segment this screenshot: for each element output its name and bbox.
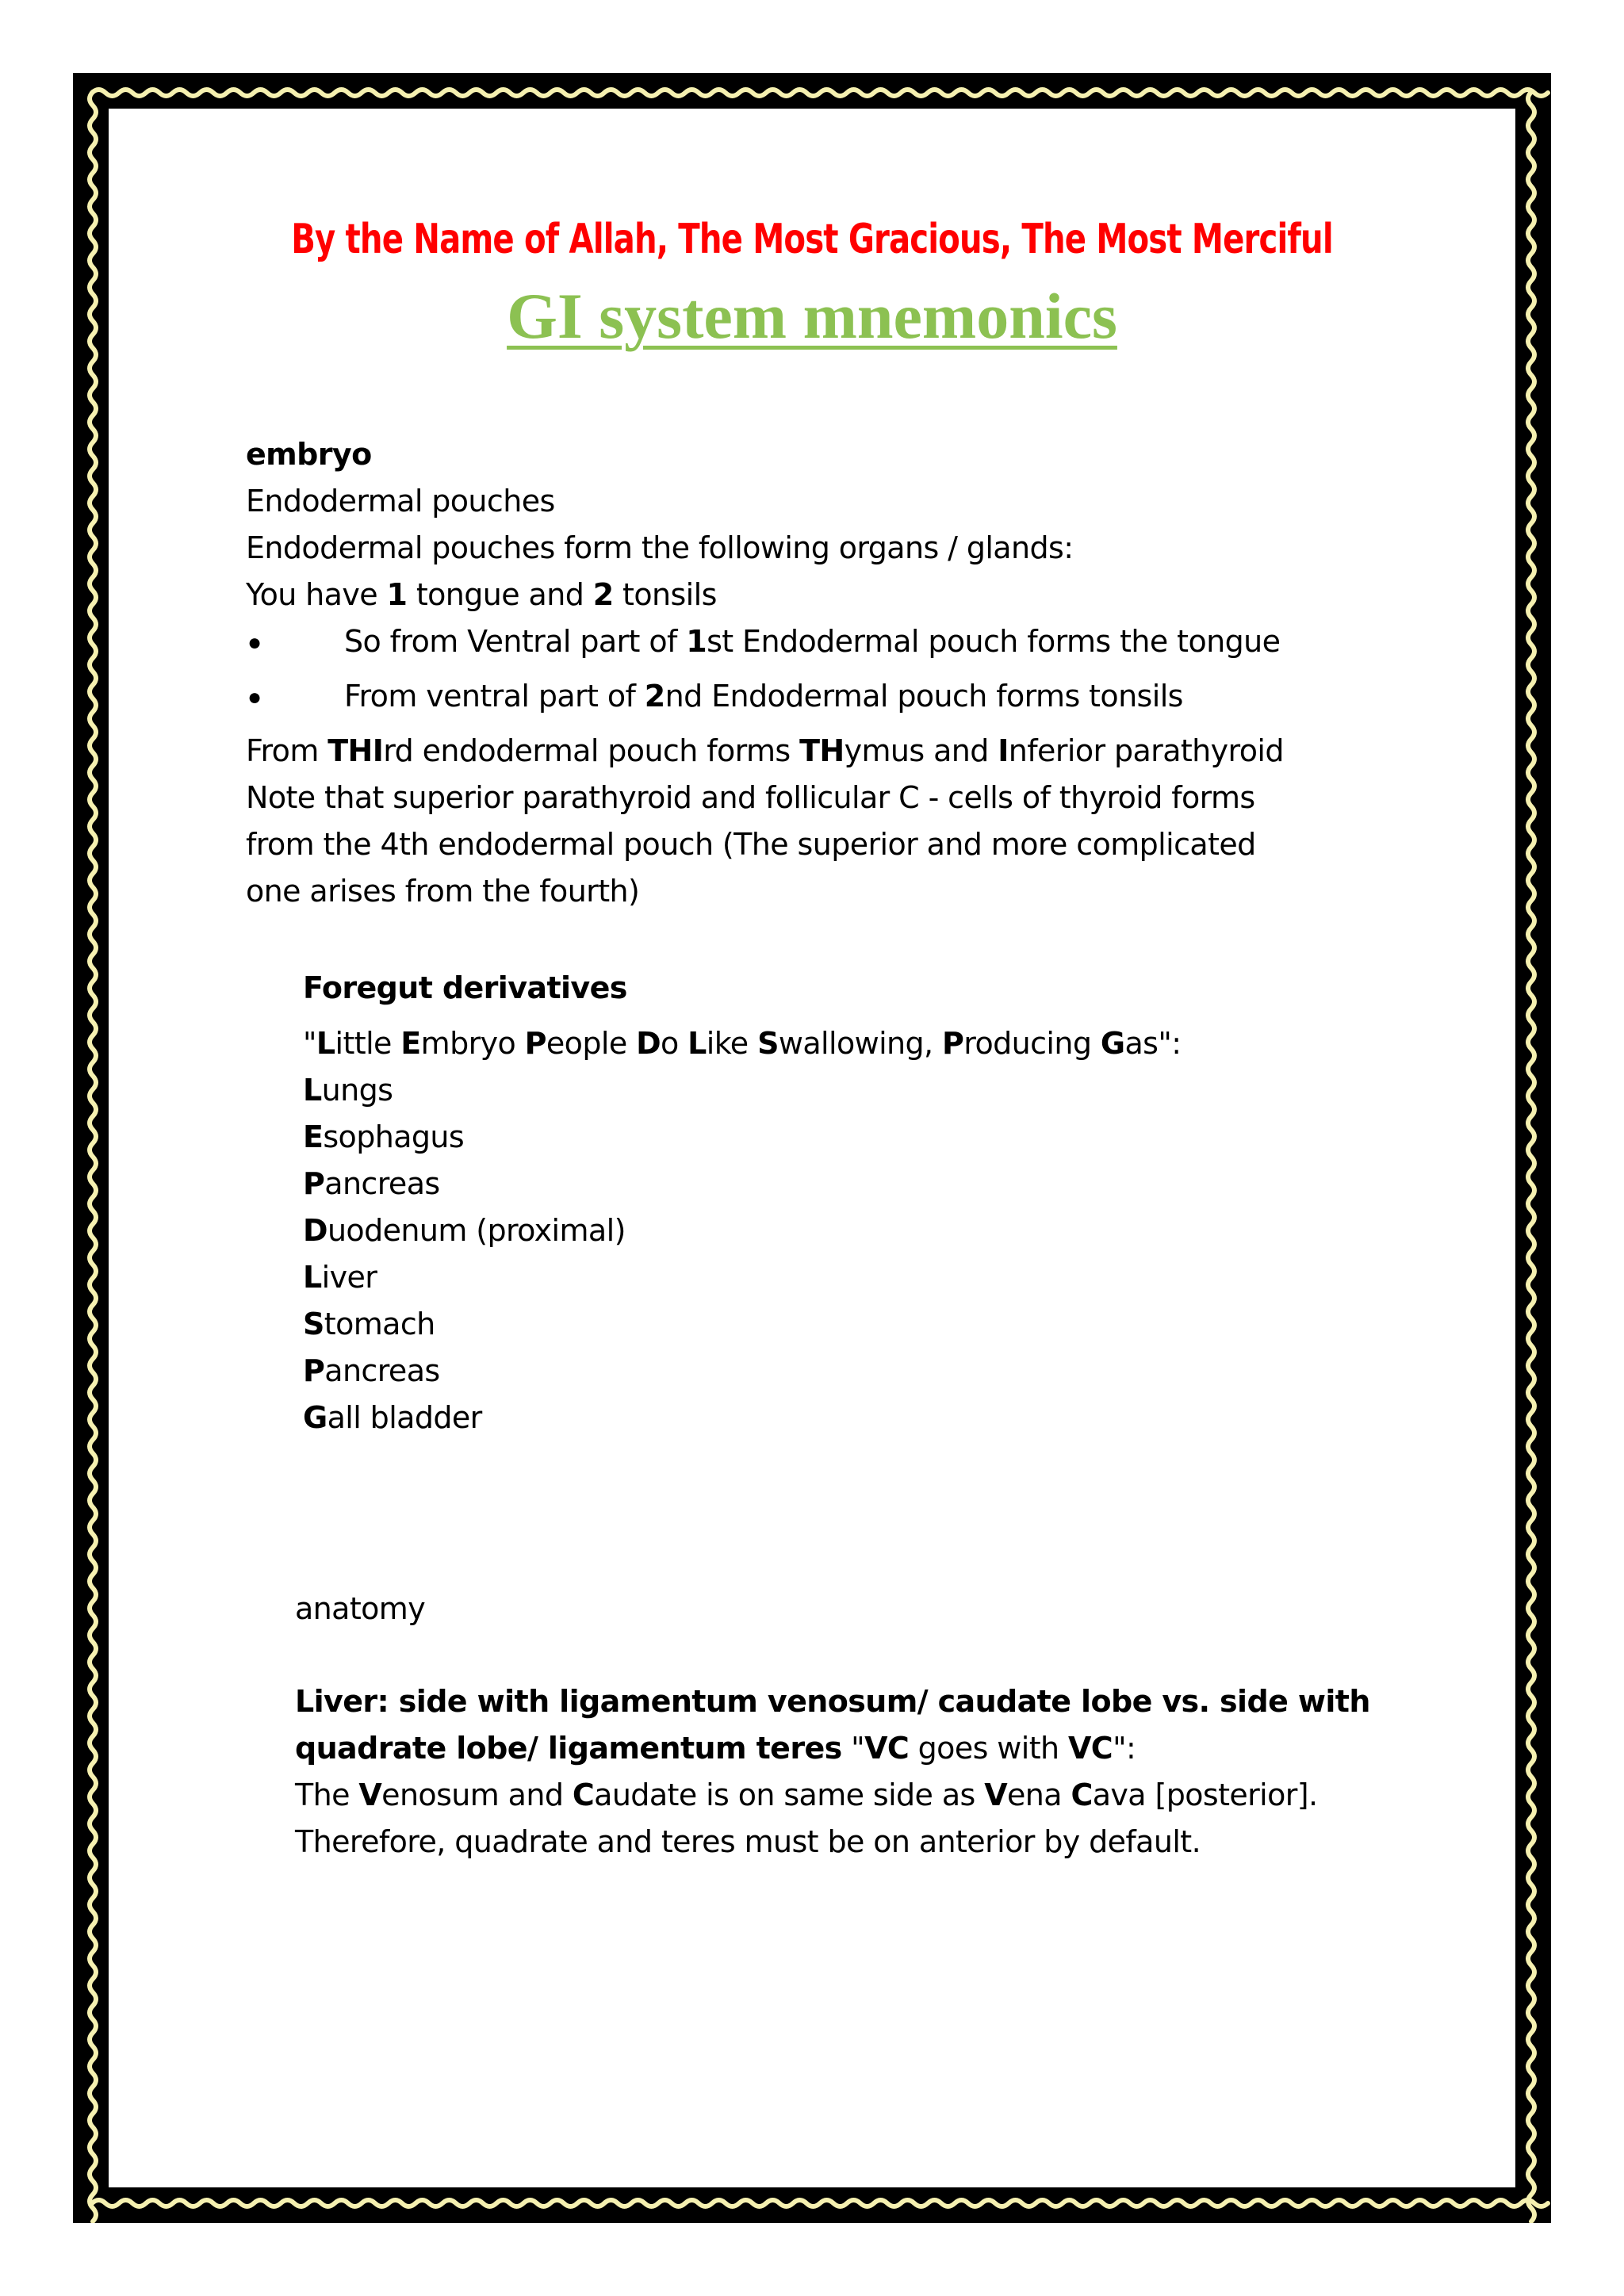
foregut-item-rest: all bladder	[327, 1400, 482, 1435]
text-run: goes with	[909, 1731, 1068, 1766]
foregut-heading: Foregut derivatives	[303, 970, 627, 1005]
foregut-item	[303, 1306, 435, 1342]
foregut-item-initial: G	[303, 1400, 327, 1435]
text-run: From	[246, 733, 328, 768]
foregut-item-initial: S	[303, 1307, 324, 1341]
text-run: The	[295, 1777, 359, 1812]
foregut-item-initial: P	[303, 1166, 325, 1201]
text-run: tongue and	[407, 577, 593, 612]
foregut-item	[303, 1072, 393, 1108]
foregut-item-rest: sophagus	[323, 1119, 465, 1154]
foregut-item-initial: P	[303, 1353, 325, 1388]
embryo-note-line-1: Note that superior parathyroid and follicular C - cells of thyroid forms	[246, 780, 1255, 815]
decorative-page-border	[73, 73, 1551, 2223]
foregut-item	[303, 1165, 440, 1202]
text-run-bold: C	[572, 1777, 595, 1812]
embryo-subheading: Endodermal pouches	[246, 484, 555, 519]
text-run: ittle	[335, 1026, 401, 1061]
text-run: mbryo	[420, 1026, 525, 1061]
text-run-bold: V	[358, 1777, 382, 1812]
foregut-item-rest: iver	[321, 1260, 377, 1295]
text-run-bold: V	[984, 1777, 1007, 1812]
text-run: audate is on same side as	[594, 1777, 985, 1812]
text-run-bold: C	[1071, 1777, 1093, 1812]
foregut-item	[303, 1212, 626, 1249]
text-run: rd endodermal pouch forms	[383, 733, 800, 768]
text-run: nd Endodermal pouch forms tonsils	[665, 679, 1183, 714]
foregut-item-initial: L	[303, 1260, 322, 1295]
foregut-item-rest: ungs	[321, 1073, 393, 1108]
text-run-bold: VC	[1067, 1731, 1113, 1766]
text-run-bold: G	[1100, 1026, 1125, 1061]
bullet-dot: ●	[247, 684, 262, 710]
foregut-item-initial: E	[303, 1119, 324, 1154]
text-run-bold: 2	[592, 577, 614, 612]
text-run: ena	[1007, 1777, 1071, 1812]
text-run: tonsils	[613, 577, 717, 612]
text-run: wallowing,	[778, 1026, 942, 1061]
text-run: nferior parathyroid	[1008, 733, 1284, 768]
text-run: as":	[1124, 1026, 1182, 1061]
liver-line-2	[295, 1730, 1136, 1766]
text-run-bold: VC	[864, 1731, 910, 1766]
foregut-item-rest: ancreas	[324, 1353, 440, 1388]
liver-line-4: Therefore, quadrate and teres must be on anterior by default.	[295, 1824, 1201, 1859]
text-run-bold: P	[942, 1026, 964, 1061]
embryo-note-line-3: one arises from the fourth)	[246, 874, 640, 909]
foregut-item-initial: D	[303, 1213, 327, 1248]
text-run-bold: L	[688, 1026, 707, 1061]
text-run: eople	[546, 1026, 637, 1061]
text-run-bold: TH	[799, 733, 845, 768]
text-run: "	[303, 1026, 316, 1061]
embryo-bullet-2	[344, 678, 1183, 714]
text-run-bold: THI	[327, 733, 384, 768]
embryo-note-line-2: from the 4th endodermal pouch (The superior and more complicated	[246, 827, 1256, 862]
text-run-bold: quadrate lobe/ ligamentum teres	[295, 1731, 842, 1766]
foregut-item	[303, 1259, 377, 1295]
text-run-bold: 1	[686, 624, 707, 659]
foregut-item-rest: tomach	[324, 1307, 435, 1341]
text-run-bold: S	[757, 1026, 779, 1061]
text-run-bold: I	[998, 733, 1009, 768]
text-run: You have	[246, 577, 387, 612]
page-title	[0, 279, 1624, 354]
text-run: o	[661, 1026, 688, 1061]
basmala-header: By the Name of Allah, The Most Gracious, The Most Merciful	[291, 216, 1333, 263]
foregut-item-rest: uodenum (proximal)	[327, 1213, 626, 1248]
text-run-bold: 2	[644, 679, 665, 714]
embryo-bullet-1	[344, 623, 1280, 660]
liver-line-3	[295, 1777, 1318, 1813]
text-run: enosum and	[381, 1777, 573, 1812]
embryo-heading: embryo	[246, 437, 372, 472]
embryo-mnemonic	[246, 576, 717, 613]
text-run-bold: L	[316, 1026, 335, 1061]
text-run-bold: 1	[386, 577, 408, 612]
text-run-bold: P	[524, 1026, 546, 1061]
foregut-item	[303, 1399, 482, 1436]
embryo-intro: Endodermal pouches form the following organs / glands:	[246, 530, 1074, 565]
text-run: ":	[1113, 1731, 1136, 1766]
foregut-item-rest: ancreas	[324, 1166, 440, 1201]
text-run: st Endodermal pouch forms the tongue	[707, 624, 1281, 659]
text-run-bold: E	[400, 1026, 421, 1061]
text-run: ike	[706, 1026, 758, 1061]
foregut-mnemonic	[303, 1025, 1181, 1062]
bullet-dot: ●	[247, 629, 262, 656]
page-title-text: GI system mnemonics	[507, 280, 1117, 352]
liver-line-1: Liver: side with ligamentum venosum/ caudate lobe vs. side with	[295, 1684, 1370, 1719]
embryo-third-pouch	[246, 733, 1284, 769]
foregut-item-initial: L	[303, 1073, 322, 1108]
text-run: From ventral part of	[344, 679, 645, 714]
text-run-bold: D	[636, 1026, 661, 1061]
text-run: roducing	[963, 1026, 1101, 1061]
foregut-item	[303, 1353, 440, 1389]
anatomy-heading: anatomy	[295, 1591, 426, 1626]
text-run: "	[841, 1731, 865, 1766]
text-run: ymus and	[844, 733, 998, 768]
text-run: ava [posterior].	[1092, 1777, 1318, 1812]
foregut-item	[303, 1119, 464, 1155]
text-run: So from Ventral part of	[344, 624, 687, 659]
